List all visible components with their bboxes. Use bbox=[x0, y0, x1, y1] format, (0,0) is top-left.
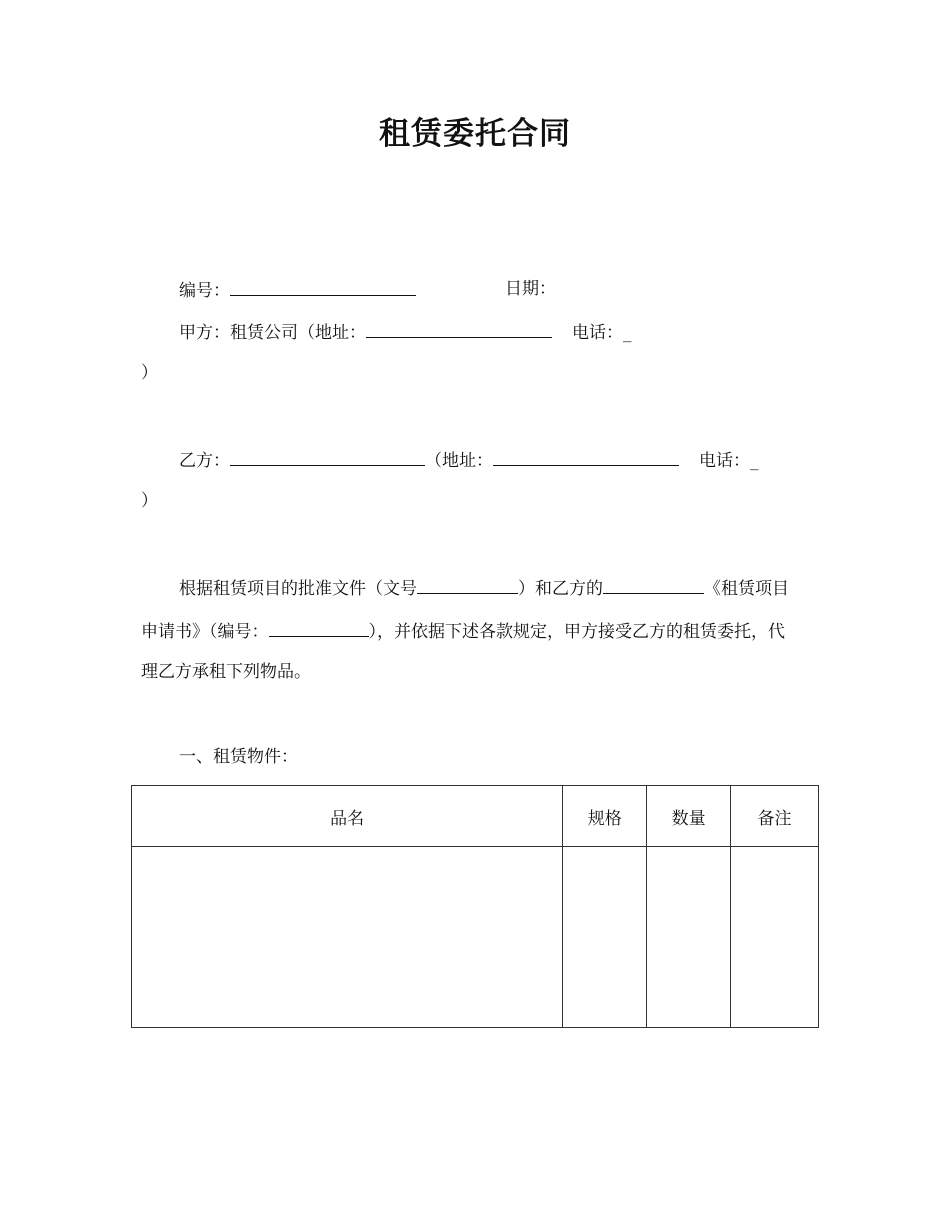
party-b-address-blank bbox=[493, 447, 679, 466]
party-a-phone-label: 电话：_ bbox=[572, 323, 632, 343]
cell-remarks bbox=[731, 847, 819, 1028]
party-b-phone-label: 电话：_ bbox=[699, 451, 759, 471]
paragraph-text: ），并依据下述各款规定，甲方接受乙方的租赁委托，代 bbox=[368, 622, 785, 642]
header-quantity: 数量 bbox=[647, 786, 731, 847]
paragraph-text: 《租赁项目 bbox=[704, 579, 789, 599]
party-a-address-blank bbox=[366, 319, 552, 338]
party-a-line bbox=[179, 319, 632, 345]
header-remarks: 备注 bbox=[731, 786, 819, 847]
party-a-prefix: 甲方：租赁公司（地址： bbox=[179, 323, 366, 343]
cell-spec bbox=[563, 847, 647, 1028]
header-item-name: 品名 bbox=[132, 786, 563, 847]
paragraph-line-3: 理乙方承租下列物品。 bbox=[141, 662, 311, 682]
document-number-blank bbox=[417, 575, 518, 594]
paragraph-line-2 bbox=[141, 618, 785, 644]
cell-item-name bbox=[132, 847, 563, 1028]
cell-quantity bbox=[647, 847, 731, 1028]
document-title: 租赁委托合同 bbox=[379, 116, 571, 152]
paragraph-line-1 bbox=[179, 575, 789, 601]
table-header-row bbox=[132, 786, 819, 847]
party-b-line bbox=[179, 447, 759, 473]
party-a-close: ） bbox=[141, 363, 158, 383]
paragraph-text: ）和乙方的 bbox=[518, 579, 603, 599]
paragraph-text: 根据租赁项目的批准文件（文号 bbox=[179, 579, 417, 599]
number-blank bbox=[230, 277, 416, 296]
party-b-address-label: （地址： bbox=[425, 451, 493, 471]
date-line bbox=[505, 277, 556, 301]
party-b-close: ） bbox=[141, 491, 158, 511]
paragraph-text: 申请书》（编号： bbox=[141, 622, 269, 642]
application-number-blank bbox=[269, 618, 369, 637]
party-b-name-blank bbox=[230, 447, 425, 466]
header-spec: 规格 bbox=[563, 786, 647, 847]
number-line bbox=[179, 277, 416, 303]
number-label: 编号： bbox=[179, 281, 230, 301]
table-row bbox=[132, 847, 819, 1028]
applicant-blank bbox=[603, 575, 704, 594]
lease-items-table bbox=[131, 785, 819, 1028]
section-1-heading: 一、租赁物件： bbox=[179, 747, 298, 767]
date-label: 日期： bbox=[505, 279, 556, 299]
party-b-prefix: 乙方： bbox=[179, 451, 230, 471]
